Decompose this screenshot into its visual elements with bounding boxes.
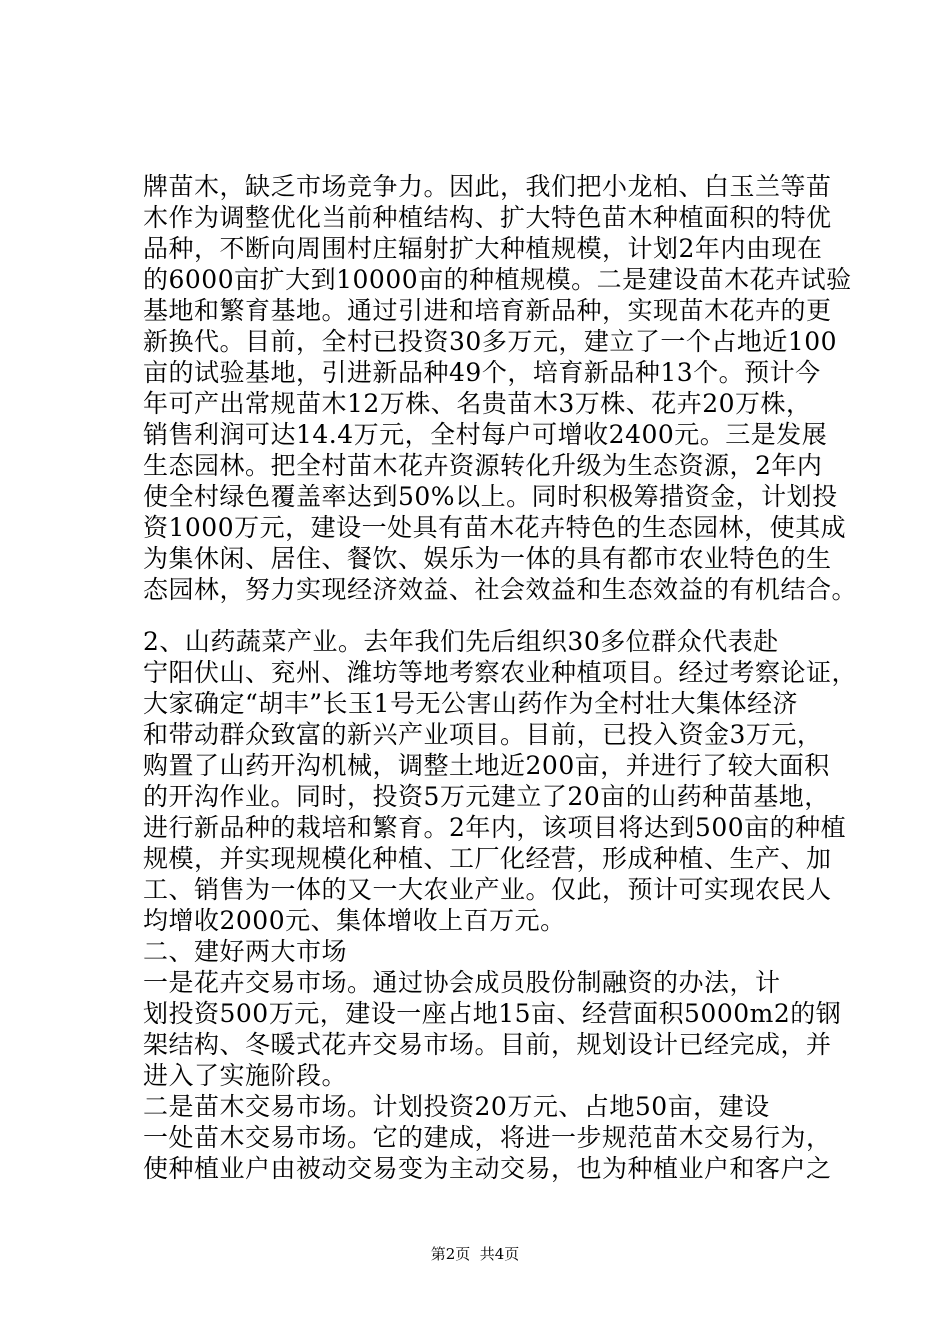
body-text-line: 一处苗木交易市场。它的建成，将进一步规范苗木交易行为， [143, 1123, 832, 1152]
body-text-line: 进入了实施阶段。 [143, 1061, 348, 1090]
body-text-line: 架结构、冬暖式花卉交易市场。目前，规划设计已经完成，并 [143, 1030, 832, 1059]
body-text-line: 态园林，努力实现经济效益、社会效益和生态效益的有机结合。 [143, 575, 858, 604]
body-text-line: 一是花卉交易市场。通过协会成员股份制融资的办法，计 [143, 968, 781, 997]
body-text-line: 新换代。目前，全村已投资30多万元，建立了一个占地近100 [143, 327, 838, 356]
body-text-line: 和带动群众致富的新兴产业项目。目前，已投入资金3万元， [143, 720, 823, 749]
body-text-line: 2、山药蔬菜产业。去年我们先后组织30多位群众代表赴 [143, 627, 779, 656]
body-text-line: 为集休闲、居住、餐饮、娱乐为一体的具有都市农业特色的生 [143, 544, 832, 573]
body-text-line: 生态园林。把全村苗木花卉资源转化升级为生态资源，2年内 [143, 451, 823, 480]
body-text-line: 规模，并实现规模化种植、工厂化经营，形成种植、生产、加 [143, 844, 832, 873]
body-text-line: 工、销售为一体的又一大农业产业。仅此，预计可实现农民人 [143, 875, 832, 904]
body-text-line: 二是苗木交易市场。计划投资20万元、占地50亩，建设 [143, 1092, 770, 1121]
body-text-line: 品种，不断向周围村庄辐射扩大种植规模，计划2年内由现在 [143, 234, 823, 263]
section-heading: 二、建好两大市场 [143, 937, 348, 966]
body-text-line: 木作为调整优化当前种植结构、扩大特色苗木种植面积的特优 [143, 203, 832, 232]
body-text-line: 宁阳伏山、兖州、潍坊等地考察农业种植项目。经过考察论证， [143, 658, 858, 687]
body-text-line: 年可产出常规苗木12万株、名贵苗木3万株、花卉20万株， [143, 389, 812, 418]
body-text-line: 亩的试验基地，引进新品种49个，培育新品种13个。预计今 [143, 358, 821, 387]
body-text-line: 的开沟作业。同时，投资5万元建立了20亩的山药种苗基地， [143, 782, 830, 811]
body-text-line: 大家确定“胡丰”长玉1号无公害山药作为全村壮大集体经济 [143, 689, 798, 718]
body-text-line: 均增收2000元、集体增收上百万元。 [143, 906, 566, 935]
body-text-line: 基地和繁育基地。通过引进和培育新品种，实现苗木花卉的更 [143, 296, 832, 325]
body-text-line: 使全村绿色覆盖率达到50%以上。同时积极筹措资金，计划投 [143, 482, 838, 511]
body-text-line: 的6000亩扩大到10000亩的种植规模。二是建设苗木花卉试验 [143, 265, 852, 294]
body-text-line: 进行新品种的栽培和繁育。2年内，该项目将达到500亩的种植 [143, 813, 847, 842]
body-text-line: 销售利润可达14.4万元，全村每户可增收2400元。三是发展 [143, 420, 828, 449]
page-number-footer: 第2页 共4页 [430, 1245, 520, 1263]
body-text-line: 划投资500万元，建设一座占地15亩、经营面积5000m2的钢 [143, 999, 842, 1028]
body-text-line: 购置了山药开沟机械，调整土地近200亩，并进行了较大面积 [143, 751, 830, 780]
body-text-line: 牌苗木，缺乏市场竞争力。因此，我们把小龙柏、白玉兰等苗 [143, 172, 832, 201]
body-text-line: 使种植业户由被动交易变为主动交易，也为种植业户和客户之 [143, 1154, 832, 1183]
body-text-line: 资1000万元，建设一处具有苗木花卉特色的生态园林，使其成 [143, 513, 847, 542]
